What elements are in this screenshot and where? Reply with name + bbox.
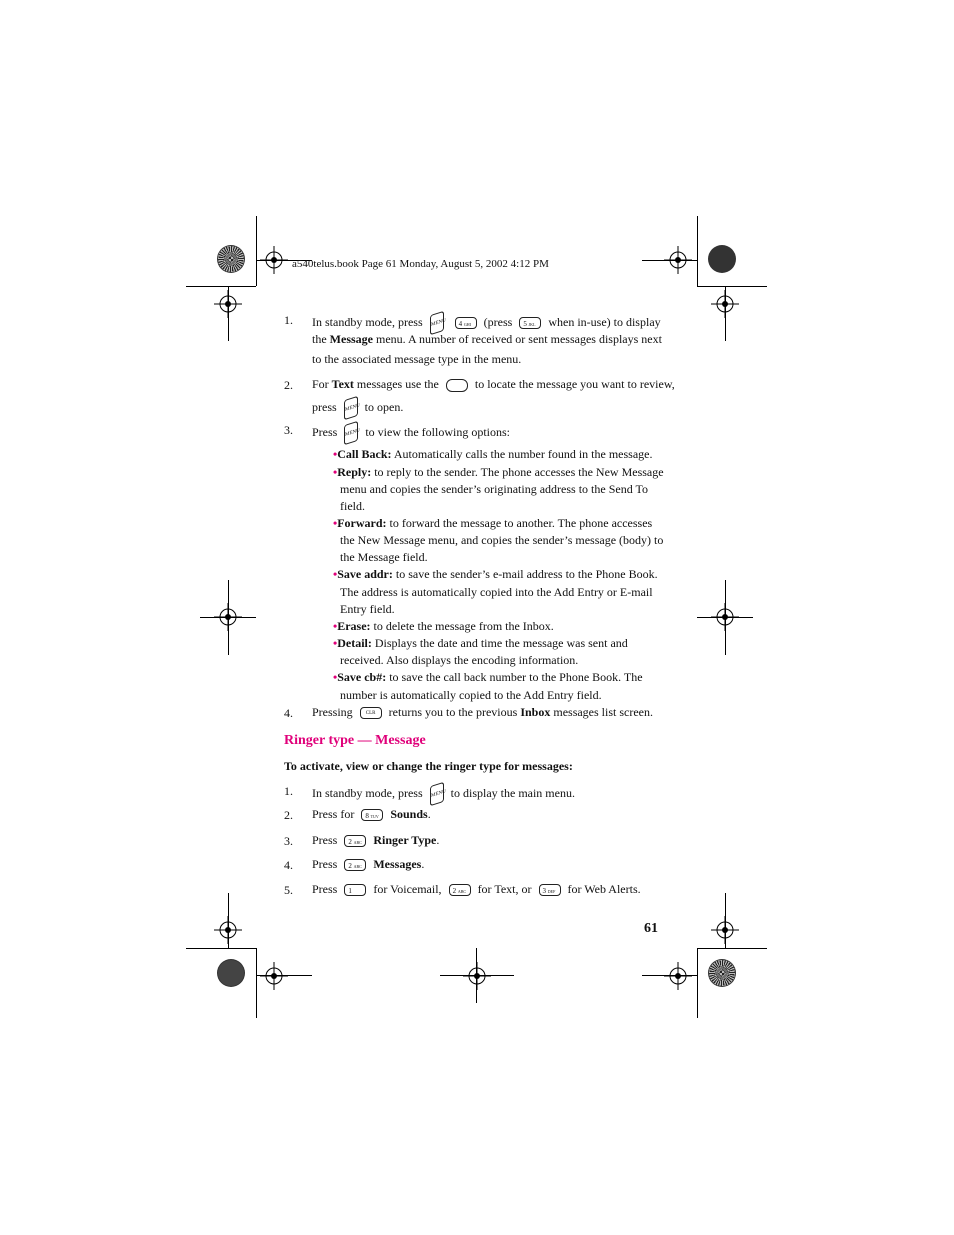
- crop-line: [697, 216, 698, 286]
- option-save-addr: •Save addr: to save the sender’s e-mail address to the Phone Book.: [333, 567, 658, 581]
- option-continuation: Entry field.: [340, 602, 395, 616]
- step-number: 3.: [284, 834, 293, 848]
- option-continuation: number is automatically copied to the Add Entry field.: [340, 688, 602, 702]
- key-2-icon: 2 ABC: [449, 884, 471, 896]
- key-4-icon: 4 GHI: [455, 317, 477, 329]
- step-2-line-2: press MENU to open.: [312, 398, 403, 418]
- key-8-icon: 8 TUV: [361, 809, 383, 821]
- step-number: 2.: [284, 808, 293, 822]
- option-continuation: The address is automatically copied into the Add Entry or E-mail: [340, 585, 653, 599]
- step-2-line-1: For Text messages use the to locate the message you want to review,: [312, 377, 675, 391]
- key-5-icon: 5 JKL: [519, 317, 541, 329]
- key-2-icon: 2 ABC: [344, 859, 366, 871]
- crop-line: [642, 975, 698, 976]
- key-3-icon: 3 DEF: [539, 884, 561, 896]
- option-continuation: the Message field.: [340, 550, 428, 564]
- option-call-back: •Call Back: Automatically calls the number found in the message.: [333, 447, 653, 461]
- crop-line: [228, 286, 229, 341]
- message-menu-label: Message: [329, 332, 373, 346]
- step-1-line-1: [312, 313, 661, 333]
- step-number: 4.: [284, 706, 293, 720]
- sounds-label: Sounds: [390, 807, 428, 821]
- step-text: when in-use) to display: [548, 314, 661, 329]
- crop-line: [697, 948, 767, 949]
- registration-mark-icon: [463, 962, 491, 990]
- option-continuation: the New Message menu, and copies the sender’s message (body) to: [340, 533, 664, 547]
- ringer-step-4: Press 2 ABC Messages.: [312, 857, 425, 871]
- step-number: 1.: [284, 313, 293, 327]
- crop-line: [256, 975, 312, 976]
- step-text: (press: [483, 314, 513, 329]
- option-forward: •Forward: to forward the message to another. The phone accesses: [333, 516, 653, 530]
- option-continuation: menu and copies the sender’s originating address to the Send To: [340, 482, 648, 496]
- crop-line: [642, 260, 698, 261]
- text-label: Text: [331, 377, 354, 391]
- ringer-step-5: Press 1 for Voicemail, 2 ABC for Text, or 3 DEF for Web Alerts.: [312, 882, 641, 896]
- section-title: Ringer type — Message: [284, 733, 426, 748]
- crop-line: [228, 580, 229, 655]
- option-continuation: field.: [340, 499, 365, 513]
- crop-line: [256, 216, 257, 286]
- color-bar-icon: [218, 246, 244, 272]
- option-reply: •Reply: to reply to the sender. The phone accesses the New Message: [333, 465, 664, 479]
- menu-key-icon: MENU: [430, 782, 444, 807]
- crop-line: [228, 893, 229, 948]
- menu-key-icon: MENU: [430, 311, 444, 336]
- step-number: 5.: [284, 883, 293, 897]
- crop-line: [725, 286, 726, 341]
- step-text: In standby mode, press: [312, 314, 423, 329]
- key-2-icon: 2 ABC: [344, 835, 366, 847]
- ringer-step-2: Press for 8 TUV Sounds.: [312, 807, 431, 821]
- crop-line: [725, 580, 726, 655]
- ringer-step-3: Press 2 ABC Ringer Type.: [312, 833, 440, 847]
- crop-line: [697, 286, 767, 287]
- crop-line: [186, 948, 256, 949]
- color-bar-icon: [709, 960, 735, 986]
- color-bar-icon: [218, 960, 244, 986]
- option-detail: •Detail: Displays the date and time the message was sent and: [333, 636, 628, 650]
- step-4-line: Pressing CLR returns you to the previous Inbox messages list screen.: [312, 705, 653, 719]
- key-1-icon: 1: [344, 884, 366, 896]
- option-continuation: received. Also displays the encoding information.: [340, 653, 579, 667]
- registration-mark-icon: [260, 962, 288, 990]
- option-erase: •Erase: to delete the message from the Inbox.: [333, 619, 554, 633]
- option-save-cb: •Save cb#: to save the call back number to the Phone Book. The: [333, 670, 643, 684]
- inbox-label: Inbox: [520, 705, 551, 719]
- ringer-type-label: Ringer Type: [373, 833, 437, 847]
- step-3-line: Press MENU to view the following options:: [312, 423, 510, 443]
- step-1-line-2: the Message menu. A number of received or sent messages displays next: [312, 332, 662, 346]
- ringer-step-1: In standby mode, press MENU to display the main menu.: [312, 784, 575, 804]
- crop-line: [440, 975, 514, 976]
- menu-key-icon: MENU: [344, 396, 358, 421]
- messages-label: Messages: [373, 857, 422, 871]
- navigation-key-icon: [446, 379, 468, 392]
- crop-line: [725, 893, 726, 948]
- step-number: 1.: [284, 784, 293, 798]
- section-intro: To activate, view or change the ringer type for messages:: [284, 759, 573, 773]
- menu-key-icon: MENU: [344, 421, 358, 446]
- step-number: 3.: [284, 423, 293, 437]
- color-bar-icon: [709, 246, 735, 272]
- registration-mark-icon: [664, 962, 692, 990]
- crop-line: [697, 948, 698, 1018]
- step-1-line-3: to the associated message type in the menu.: [312, 352, 522, 366]
- clr-key-icon: CLR: [360, 707, 382, 719]
- crop-line: [186, 286, 256, 287]
- page-number: 61: [644, 921, 658, 936]
- step-number: 4.: [284, 858, 293, 872]
- step-number: 2.: [284, 378, 293, 392]
- book-header: a540telus.book Page 61 Monday, August 5, 2002 4:12 PM: [292, 258, 549, 270]
- crop-line: [256, 948, 257, 1018]
